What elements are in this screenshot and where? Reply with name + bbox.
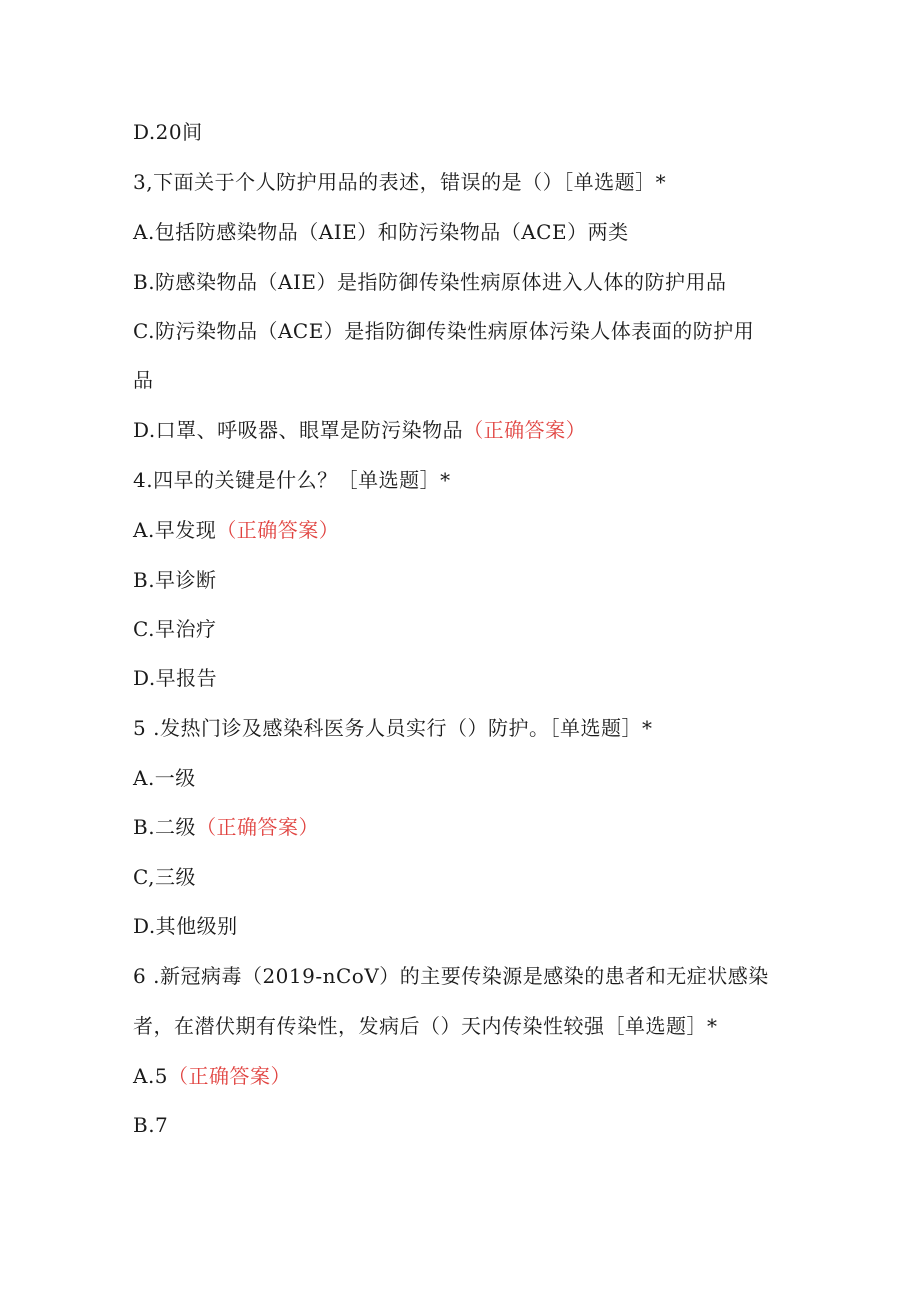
line-text: B.早诊断 <box>133 568 217 592</box>
option-b-q5 <box>133 813 793 841</box>
option-a-q6 <box>133 1062 793 1090</box>
line-text: D.20间 <box>133 120 203 144</box>
line-text: 4.四早的关键是什么？［单选题］* <box>133 468 451 492</box>
correct-answer-mark: （正确答案） <box>168 1064 292 1088</box>
line-text: D.早报告 <box>133 666 218 690</box>
line-text: B.二级 <box>133 815 197 839</box>
line-text: 6 .新冠病毒（2019-nCoV）的主要传染源是感染的患者和无症状感染 <box>133 964 769 988</box>
line-text: 3,下面关于个人防护用品的表述，错误的是（）［单选题］* <box>133 170 667 194</box>
option-b-q4 <box>133 566 793 594</box>
option-b-q6 <box>133 1111 793 1139</box>
line-text: A.一级 <box>133 766 196 790</box>
correct-answer-mark: （正确答案） <box>463 418 587 442</box>
line-text: A.早发现 <box>133 518 217 542</box>
line-text: 者，在潜伏期有传染性，发病后（）天内传染性较强［单选题］* <box>133 1014 718 1038</box>
option-b-q3 <box>133 268 793 296</box>
question-4 <box>133 466 793 494</box>
line-text: C.早治疗 <box>133 617 217 641</box>
line-text: B.防感染物品（AIE）是指防御传染性病原体进入人体的防护用品 <box>133 270 727 294</box>
option-c-q5 <box>133 863 793 891</box>
option-a-q5 <box>133 764 793 792</box>
line-text: 5 .发热门诊及感染科医务人员实行（）防护。［单选题］* <box>133 716 653 740</box>
option-c-q3 <box>133 317 793 345</box>
option-d-q2 <box>133 118 793 146</box>
question-3 <box>133 168 793 196</box>
question-6-continued <box>133 1012 793 1040</box>
option-c-q3-continued <box>133 366 793 394</box>
option-c-q4 <box>133 615 793 643</box>
line-text: C,三级 <box>133 865 196 889</box>
option-a-q3 <box>133 218 793 246</box>
line-text: B.7 <box>133 1113 169 1137</box>
question-5 <box>133 714 793 742</box>
option-d-q4 <box>133 664 793 692</box>
line-text: A.包括防感染物品（AIE）和防污染物品（ACE）两类 <box>133 220 629 244</box>
line-text: 品 <box>133 368 154 392</box>
question-6 <box>133 962 793 990</box>
correct-answer-mark: （正确答案） <box>196 815 320 839</box>
line-text: A.5 <box>133 1064 169 1088</box>
correct-answer-mark: （正确答案） <box>216 518 340 542</box>
option-d-q5 <box>133 912 793 940</box>
option-a-q4 <box>133 516 793 544</box>
option-d-q3 <box>133 416 793 444</box>
line-text: D.其他级别 <box>133 914 238 938</box>
line-text: C.防污染物品（ACE）是指防御传染性病原体污染人体表面的防护用 <box>133 319 755 343</box>
line-text: D.口罩、呼吸器、眼罩是防污染物品 <box>133 418 464 442</box>
